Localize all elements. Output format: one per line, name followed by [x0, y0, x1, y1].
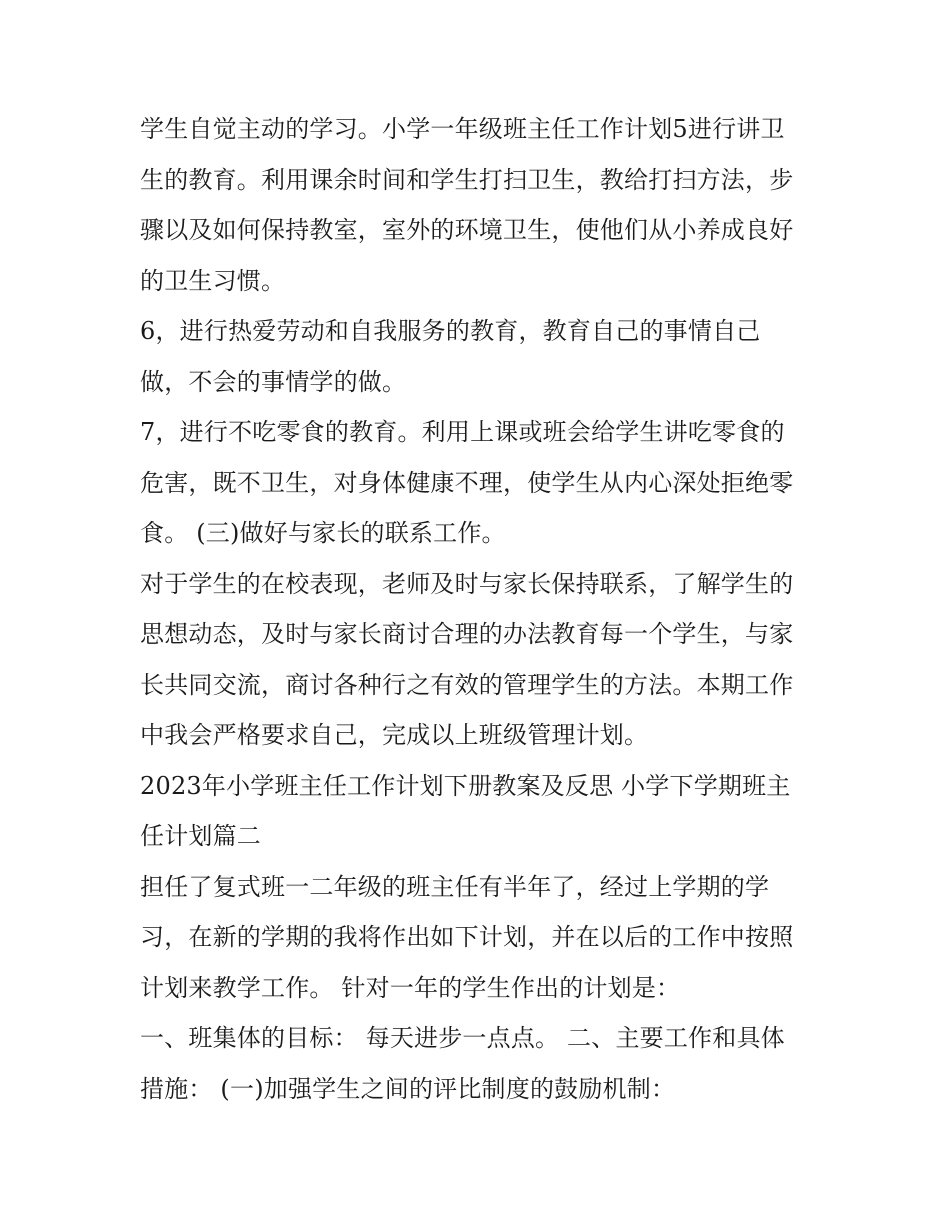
text-line: 7，进行不吃零食的教育。利用上课或班会给学生讲吃零食的 — [140, 418, 785, 446]
document-body — [140, 104, 820, 1114]
text-line: 对于学生的在校表现，老师及时与家长保持联系，了解学生的 — [140, 569, 794, 598]
text-line: 习，在新的学期的我将作出如下计划，并在以后的工作中按照 — [140, 923, 794, 951]
text-line: 长共同交流，商讨各种行之有效的管理学生的方法。本期工作 — [140, 670, 794, 699]
text-line: 做，不会的事情学的做。 — [140, 367, 407, 396]
text-line: 计划来教学工作。 针对一年的学生作出的计划是： — [140, 973, 681, 1002]
section-heading-line: 2023年小学班主任工作计划下册教案及反思 小学下学期班主 — [140, 771, 791, 800]
text-line: 骤以及如何保持教室，室外的环境卫生，使他们从小养成良好 — [140, 216, 794, 244]
text-line: 担任了复式班一二年级的班主任有半年了，经过上学期的学 — [140, 872, 770, 901]
text-line: 6，进行热爱劳动和自我服务的教育，教育自己的事情自己 — [140, 317, 761, 345]
text-line: 危害，既不卫生，对身体健康不理，使学生从内心深处拒绝零 — [140, 468, 794, 497]
text-line: 食。 (三)做好与家长的联系工作。 — [140, 519, 506, 547]
text-line: 的卫生习惯。 — [140, 266, 286, 295]
text-line: 措施： (一)加强学生之间的评比制度的鼓励机制： — [140, 1074, 676, 1103]
text-line: 一、班集体的目标： 每天进步一点点。 二、主要工作和具体 — [140, 1024, 785, 1052]
text-line: 生的教育。利用课余时间和学生打扫卫生，教给打扫方法，步 — [140, 165, 794, 194]
text-line: 中我会严格要求自己，完成以上班级管理计划。 — [140, 721, 649, 749]
text-line: 思想动态，及时与家长商讨合理的办法教育每一个学生，与家 — [140, 620, 794, 648]
section-heading-line: 任计划篇二 — [140, 822, 261, 850]
text-line: 学生自觉主动的学习。小学一年级班主任工作计划5进行讲卫 — [140, 115, 785, 143]
